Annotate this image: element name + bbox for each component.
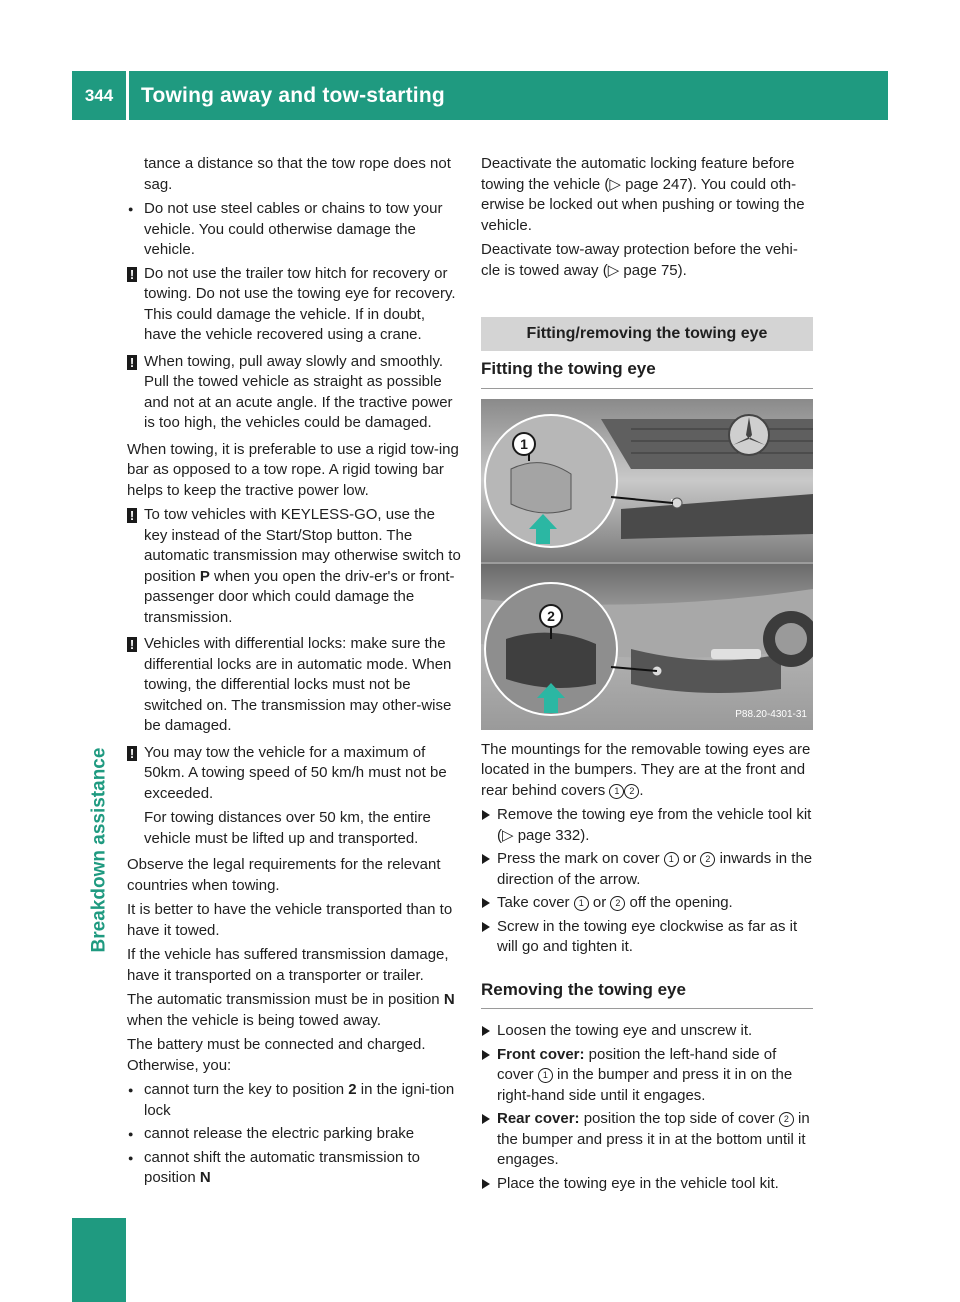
paragraph-text: Deactivate tow-away protection before the vehi-cle is towed away (: [481, 241, 798, 279]
step-text: position the top side of cover: [579, 1110, 779, 1127]
page-reference-link[interactable]: page 332: [517, 826, 581, 844]
warning-icon: !: [127, 746, 137, 761]
step-label: Front cover:: [497, 1045, 585, 1063]
step-arrow-icon: [482, 810, 490, 820]
position-number: 2: [348, 1081, 357, 1098]
bullet-item: [127, 1148, 461, 1189]
callout-ref-1: 1: [574, 896, 589, 911]
paragraph-text: when the vehicle is being towed away.: [127, 1011, 382, 1029]
paragraph: Observe the legal requirements for the relevant countries when towing.: [127, 856, 441, 894]
paragraph: When towing, it is preferable to use a rigid tow-ing bar as opposed to a tow rope. A rigid towing bar helps to keep the tractive power low.: [127, 440, 459, 499]
page-reference-link[interactable]: page 247: [625, 175, 688, 193]
instruction-step: [481, 849, 813, 890]
warning-text: Do not use the trailer tow hitch for recovery or towing. Do not use the towing eye for recovery. This could damage the vehicle. If in doubt, have the vehicle recovered using a crane.: [144, 264, 456, 343]
step-text: Screw in the towing eye clockwise as far as it will go and tighten it.: [497, 917, 798, 955]
callout-ref-2: 2: [779, 1112, 794, 1127]
left-column: [127, 154, 461, 1192]
instruction-step: [481, 1109, 813, 1171]
position-letter: P: [199, 567, 210, 585]
towing-eye-figure: [481, 399, 813, 730]
subsection-heading: Fitting the towing eye: [481, 359, 813, 389]
continued-text: tance a distance so that the tow rope does not sag.: [144, 155, 451, 193]
figure-reference-code: P88.20-4301-31: [735, 709, 807, 720]
warning-note: [127, 743, 461, 850]
step-arrow-icon: [482, 1026, 490, 1036]
step-text: off the opening.: [625, 894, 733, 911]
paragraph-text: The automatic transmission must be in position: [127, 991, 444, 1008]
instruction-step: Remove the towing eye from the vehicle tool kit (▷ page 332).: [481, 805, 813, 846]
step-label: Rear cover:: [497, 1110, 580, 1127]
header-divider: [126, 71, 129, 120]
step-text: inwards in the direction of the arrow.: [497, 850, 813, 888]
warning-text: when you open the driv-er's or front-passenger door which could damage the transmission.: [144, 567, 455, 626]
paragraph-text: The mountings for the removable towing eyes are located in the bumpers. They are at the front and rear behind covers: [481, 740, 811, 799]
page-reference-link[interactable]: page 75: [623, 261, 678, 279]
position-letter: N: [199, 1169, 211, 1186]
step-arrow-icon: [482, 854, 490, 864]
paragraph: [481, 740, 813, 802]
sidebar-chapter-tab: [72, 1218, 126, 1302]
warning-icon: !: [127, 267, 137, 282]
bullet-item: ● Do not use steel cables or chains to tow your vehicle. You could otherwise damage the vehicle.: [127, 199, 461, 261]
step-text: Loosen the towing eye and unscrew it.: [497, 1022, 753, 1039]
step-text: ).: [580, 826, 590, 844]
warning-text: Vehicles with differential locks: make sure the differential locks are in automatic mode. When towing, the differential locks must not be switched on. The transmission may other-wise be damaged.: [144, 635, 452, 734]
right-column: [481, 154, 813, 1197]
paragraph: Deactivate the automatic locking feature before towing the vehicle (▷ page 247). You could oth-erwise be locked out when pushing or towing the vehicle.: [481, 155, 805, 234]
step-arrow-icon: [482, 1114, 490, 1124]
warning-continued-text: For towing distances over 50 km, the entire vehicle must be lifted up and transported.: [144, 809, 431, 847]
paragraph: [127, 990, 461, 1031]
instruction-step: [481, 1021, 813, 1042]
subsection-heading: Removing the towing eye: [481, 980, 813, 1010]
callout-ref-2: 2: [624, 784, 639, 799]
sidebar-chapter-text: Breakdown assistance: [88, 747, 109, 953]
section-heading: Fitting/removing the towing eye: [481, 317, 813, 351]
callout-1: 1: [512, 432, 536, 456]
paragraph: The battery must be connected and charged. Otherwise, you:: [127, 1036, 426, 1074]
step-arrow-icon: [482, 922, 490, 932]
warning-note: [127, 352, 461, 434]
warning-text: To tow vehicles with KEYLESS-GO, use the key instead of the Start/Stop button. The automatic transmission may otherwise switch to position: [144, 506, 461, 585]
paragraph: Deactivate tow-away protection before the vehi-cle is towed away (▷ page 75).: [481, 241, 798, 279]
step-text: or: [678, 850, 701, 867]
bullet-item: [127, 1080, 461, 1121]
warning-icon: !: [127, 355, 137, 370]
callout-2: 2: [539, 604, 563, 628]
step-text: Take cover: [497, 894, 574, 911]
step-arrow-icon: [482, 898, 490, 908]
paragraph-text: ). You could oth-erwise be locked out when pushing or towing the vehicle.: [481, 175, 805, 234]
paragraph-text: .: [639, 781, 644, 799]
warning-text: You may tow the vehicle for a maximum of 50km. A towing speed of 50 km/h must not be exceeded.: [144, 743, 447, 802]
warning-icon: !: [127, 637, 137, 652]
bullet-text: cannot shift the automatic transmission to position: [144, 1148, 420, 1186]
step-arrow-icon: [482, 1179, 490, 1189]
warning-icon: !: [127, 508, 137, 523]
paragraph: If the vehicle has suffered transmission damage, have it transported on a transporter or trailer.: [127, 946, 449, 984]
bullet-item: ● cannot release the electric parking brake: [127, 1124, 461, 1145]
instruction-step: [481, 893, 813, 914]
page-title: Towing away and tow-starting: [141, 83, 445, 107]
paragraph: It is better to have the vehicle transported than to have it towed.: [127, 901, 453, 939]
step-text: Place the towing eye in the vehicle tool kit.: [497, 1174, 779, 1192]
paragraph-text: Deactivate the automatic locking feature before towing the vehicle (: [481, 155, 795, 193]
step-text: in the bumper and press it in at the bottom until it engages.: [497, 1110, 810, 1168]
step-text: in the bumper and press it in on the right-hand side until it engages.: [497, 1066, 793, 1104]
warning-note: [127, 264, 461, 346]
warning-note: [127, 505, 461, 628]
callout-ref-1: 1: [538, 1068, 553, 1083]
instruction-step: [481, 917, 813, 958]
step-arrow-icon: [482, 1050, 490, 1060]
bullet-text: cannot turn the key to position: [144, 1081, 349, 1098]
step-text: Remove the towing eye from the vehicle tool kit (: [497, 806, 812, 844]
instruction-step: [481, 1174, 813, 1195]
paragraph-text: ).: [677, 261, 687, 279]
sidebar-chapter-label: [87, 730, 111, 970]
instruction-step: [481, 1045, 813, 1107]
callout-ref-2: 2: [700, 852, 715, 867]
page-number: 344: [84, 85, 114, 105]
callout-ref-1: 1: [609, 784, 624, 799]
callout-ref-2: 2: [610, 896, 625, 911]
bullet-text: in the igni-tion lock: [144, 1081, 455, 1119]
callout-ref-1: 1: [664, 852, 679, 867]
step-text: or: [588, 894, 611, 911]
step-text: position the left-hand side of cover: [497, 1045, 777, 1083]
position-letter: N: [443, 991, 455, 1008]
warning-note: [127, 634, 461, 737]
warning-text: When towing, pull away slowly and smoothly. Pull the towed vehicle as straight as possible and not at an acute angle. If the tractive power is too high, the vehicles could be damaged.: [144, 352, 453, 431]
step-text: Press the mark on cover: [497, 850, 664, 867]
